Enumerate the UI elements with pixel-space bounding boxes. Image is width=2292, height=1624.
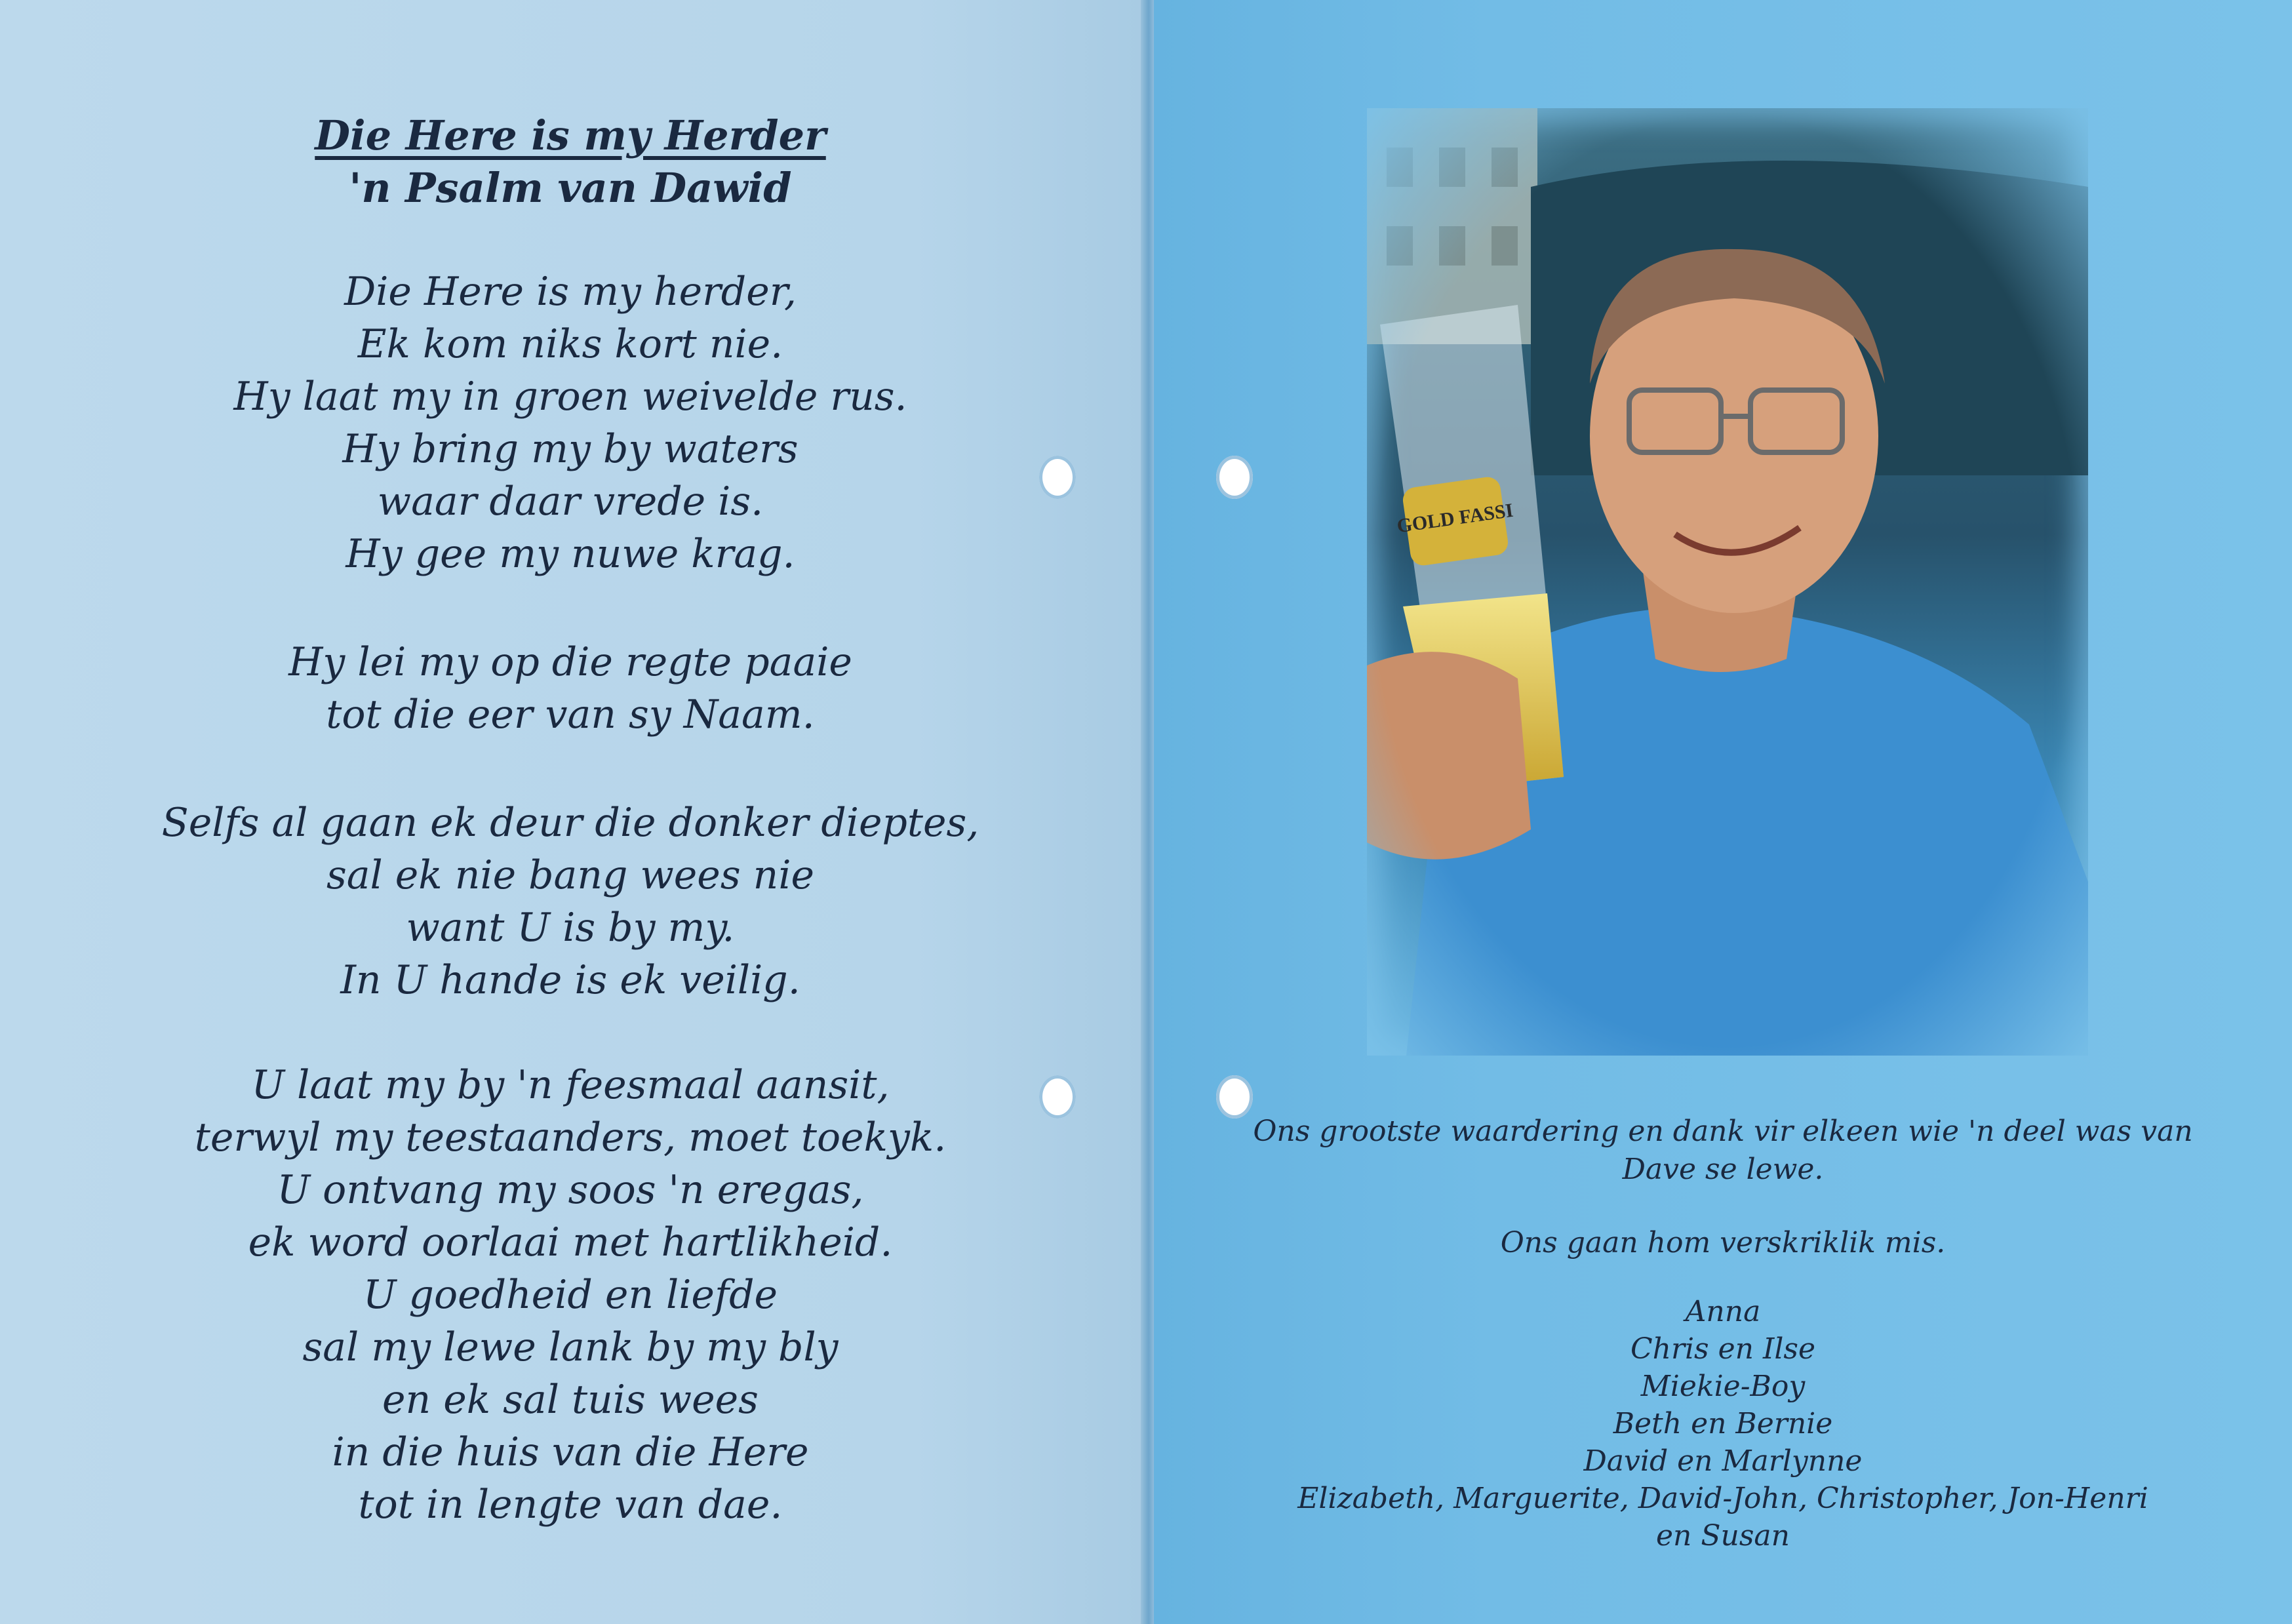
poem-line: Ek kom niks kort nie. bbox=[357, 321, 783, 367]
poem-line: Hy laat my in groen weivelde rus. bbox=[233, 374, 907, 420]
poem-line: U ontvang my soos 'n eregas, bbox=[277, 1167, 864, 1213]
family-name: Elizabeth, Marguerite, David-John, Christopher, Jon-Henri bbox=[1297, 1482, 2148, 1515]
poem-line: Selfs al gaan ek deur die donker dieptes, bbox=[161, 800, 979, 846]
poem-line: Hy lei my op die regte paaie bbox=[288, 639, 852, 685]
left-page bbox=[0, 0, 1141, 1624]
binder-hole bbox=[1039, 1075, 1076, 1119]
booklet-spine bbox=[1141, 0, 1154, 1624]
right-page bbox=[1154, 0, 2292, 1624]
thanks-line: Dave se lewe. bbox=[1622, 1153, 1824, 1186]
binder-hole bbox=[1216, 1075, 1253, 1119]
portrait-photo bbox=[1367, 108, 2088, 1056]
poem-line: U goedheid en liefde bbox=[363, 1272, 778, 1318]
poem-line: U laat my by 'n feesmaal aansit, bbox=[251, 1062, 890, 1108]
psalm-subtitle: 'n Psalm van Dawid bbox=[349, 164, 792, 212]
poem-line: ek word oorlaai met hartlikheid. bbox=[248, 1219, 893, 1265]
poem-line: want U is by my. bbox=[406, 905, 735, 951]
poem-line: Die Here is my herder, bbox=[344, 269, 797, 315]
binder-hole bbox=[1039, 456, 1076, 499]
poem-line: sal ek nie bang wees nie bbox=[326, 852, 815, 898]
family-name: en Susan bbox=[1656, 1519, 1790, 1553]
family-name: Beth en Bernie bbox=[1613, 1407, 1833, 1440]
miss-message: Ons gaan hom verskriklik mis. bbox=[1500, 1226, 1946, 1259]
poem-line: sal my lewe lank by my bly bbox=[302, 1324, 839, 1370]
thanks-line: Ons grootste waardering en dank vir elkeen wie 'n deel was van bbox=[1253, 1115, 2193, 1148]
poem-line: en ek sal tuis wees bbox=[382, 1377, 759, 1423]
psalm-title: Die Here is my Herder bbox=[315, 111, 826, 159]
poem-line: Hy bring my by waters bbox=[342, 426, 799, 472]
poem-line: Hy gee my nuwe krag. bbox=[346, 531, 795, 577]
family-name: Miekie-Boy bbox=[1640, 1370, 1806, 1403]
poem-line: in die huis van die Here bbox=[332, 1429, 809, 1475]
binder-hole bbox=[1216, 456, 1253, 499]
family-name: David en Marlynne bbox=[1583, 1444, 1863, 1478]
poem-line: waar daar vrede is. bbox=[377, 479, 764, 525]
poem-line: In U hande is ek veilig. bbox=[340, 957, 800, 1003]
family-name: Anna bbox=[1685, 1295, 1761, 1328]
poem-line: terwyl my teestaanders, moet toekyk. bbox=[194, 1115, 947, 1160]
poem-line: tot in lengte van dae. bbox=[358, 1482, 783, 1528]
family-name: Chris en Ilse bbox=[1630, 1332, 1816, 1366]
portrait-illustration bbox=[1367, 108, 2088, 1056]
poem-line: tot die eer van sy Naam. bbox=[326, 692, 815, 738]
